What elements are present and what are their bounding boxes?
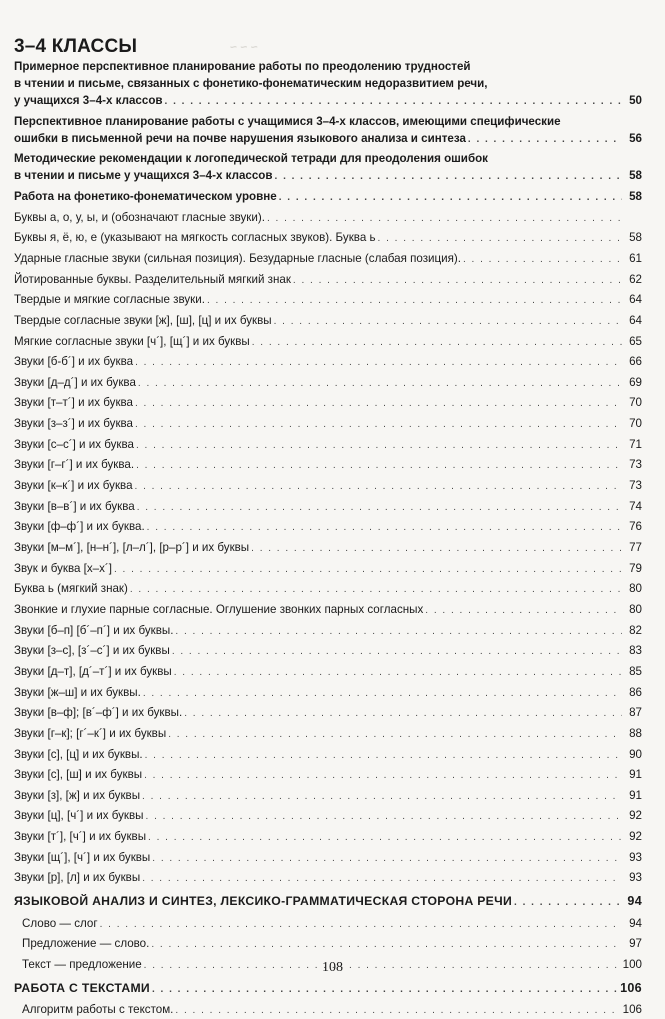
toc-entry <box>14 849 642 867</box>
toc-entry-title: Звуки [ж–ш] и их буквы. <box>14 685 141 699</box>
dot-leader <box>293 272 622 289</box>
toc-entry-title: Звук и буква [х–х´] <box>14 561 112 575</box>
dot-leader <box>463 251 622 268</box>
toc-entry <box>14 766 642 784</box>
dot-leader <box>142 788 622 805</box>
toc-entry-title: Звуки [с], [ц] и их буквы. <box>14 747 143 761</box>
toc-entry <box>14 250 642 268</box>
toc-entry <box>14 539 642 557</box>
toc-entry-page: 79 <box>629 561 642 575</box>
dot-leader <box>207 292 622 309</box>
toc-entry-title: Буква ь (мягкий знак) <box>14 582 128 596</box>
dot-leader <box>148 829 622 846</box>
toc-entry <box>14 456 642 474</box>
toc-entry-page: 87 <box>629 706 642 720</box>
dot-leader <box>130 581 622 598</box>
toc-entry <box>14 663 642 681</box>
dot-leader <box>137 499 622 516</box>
toc-entry-title: Звуки [д–д´] и их буква <box>14 375 136 389</box>
toc-entry-page: 92 <box>629 809 642 823</box>
toc-entry <box>14 807 642 825</box>
dot-leader <box>138 375 622 392</box>
toc-entry-page: 82 <box>629 623 642 637</box>
dot-leader <box>175 623 622 640</box>
toc-entry <box>14 1001 642 1019</box>
dot-leader <box>144 767 622 784</box>
toc-entry <box>14 580 642 598</box>
toc-entry-page: 97 <box>629 937 642 951</box>
dot-leader <box>172 643 622 660</box>
toc-entry-title: Звуки [к–к´] и их буква <box>14 479 133 493</box>
toc-entry-page: 86 <box>629 685 642 699</box>
toc-entry-title: Звуки [т´], [ч´] и их буквы <box>14 830 147 844</box>
toc-entry-page: 58 <box>629 231 642 245</box>
toc-entry-page: 91 <box>629 788 642 802</box>
toc-entry-page: 56 <box>629 131 642 145</box>
toc-entry-page: 80 <box>629 582 642 596</box>
toc-entry-page: 73 <box>629 479 642 493</box>
dot-leader <box>267 210 622 227</box>
toc-entry-title: Звуки [м–м´], [н–н´], [л–л´], [р–р´] и их буквы <box>14 541 250 554</box>
toc-entry-title: Буквы я, ё, ю, е (указывают на мягкость согласных звуков). Буква ь <box>14 231 376 245</box>
dot-leader <box>145 747 622 764</box>
toc-entry <box>14 622 642 640</box>
toc-entry-page: 94 <box>629 916 642 930</box>
toc-entry <box>14 704 642 722</box>
toc-entry <box>14 518 642 536</box>
toc-entry <box>14 893 642 911</box>
dot-leader <box>168 726 622 743</box>
toc-entry-page: 61 <box>629 251 642 265</box>
dot-leader <box>275 168 622 185</box>
dot-leader <box>274 313 622 330</box>
toc-entry-page: 80 <box>629 602 642 616</box>
toc-entry-title: Звуки [в–ф]; [в´–ф´] и их буквы. <box>14 706 183 720</box>
dot-leader <box>135 395 622 412</box>
toc-entry-title-line: Перспективное планирование работы с учащимися 3–4-х классов, имеющими специфические <box>14 114 561 128</box>
toc-entry <box>14 601 642 619</box>
toc-entry-title: Предложение — слово. <box>22 937 150 951</box>
toc-entry-page: 91 <box>629 768 642 782</box>
dot-leader <box>252 334 622 351</box>
toc-entry-page: 92 <box>629 830 642 844</box>
toc-entry-page: 73 <box>629 458 642 472</box>
dot-leader <box>152 981 618 998</box>
dot-leader <box>184 705 622 722</box>
dot-leader <box>147 519 622 536</box>
dot-leader <box>514 894 622 911</box>
dot-leader <box>175 1002 620 1019</box>
toc-entry-title: Звуки [з], [ж] и их буквы <box>14 788 141 802</box>
toc-entry-title: Алгоритм работы с текстом. <box>22 1003 174 1017</box>
toc-entry-page: 58 <box>629 169 642 183</box>
dot-leader <box>378 230 622 247</box>
dot-leader <box>114 561 622 578</box>
toc-entry <box>14 828 642 846</box>
toc-entry-title: Звуки [г–г´] и их буква. <box>14 458 135 472</box>
toc-entry-page: 70 <box>629 396 642 410</box>
toc-entry-title: Звуки [с], [ш] и их буквы <box>14 768 143 782</box>
toc-entry-page: 83 <box>629 644 642 658</box>
dot-leader <box>143 685 622 702</box>
bleed-through-decoration: ~ ~ ~ <box>230 40 258 54</box>
toc-entry <box>14 436 642 454</box>
toc-entry <box>14 312 642 330</box>
dot-leader <box>151 936 622 953</box>
dot-leader <box>279 189 622 206</box>
toc-entry-title: Звуки [б-б´] и их буква <box>14 355 134 369</box>
toc-entry-page: 62 <box>629 272 642 286</box>
toc-entry-title-line: в чтении и письме, связанных с фонетико-фонематическим недоразвитием речи, <box>14 77 488 90</box>
toc-entry-title: у учащихся 3–4-х классов <box>14 94 163 107</box>
toc-entry-page: 66 <box>629 355 642 369</box>
toc-entry-title: Звуки [р], [л] и их буквы <box>14 871 141 885</box>
toc-entry-title: Звуки [д–т], [д´–т´] и их буквы <box>14 664 172 678</box>
toc-entry-title-line: Примерное перспективное планирование работы по преодолению трудностей <box>14 60 471 73</box>
toc-entry <box>14 229 642 247</box>
toc-entry-page: 76 <box>629 520 642 534</box>
dot-leader <box>146 808 622 825</box>
dot-leader <box>135 354 622 371</box>
toc-entry-page: 58 <box>629 189 642 203</box>
toc-entry-page: 77 <box>629 541 642 554</box>
toc-entry-page: 74 <box>629 499 642 513</box>
dot-leader <box>152 850 622 867</box>
toc-entry <box>14 394 642 412</box>
toc-entry-page: 88 <box>629 726 642 740</box>
toc-entry-page: 70 <box>629 417 642 431</box>
dot-leader <box>135 478 622 495</box>
toc-entry <box>14 498 642 516</box>
toc-entry <box>14 58 642 110</box>
toc-entry-page: 94 <box>627 894 642 909</box>
toc-entry-title: Твердые и мягкие согласные звуки. <box>14 293 205 307</box>
toc-entry <box>14 333 642 351</box>
toc-entry-page: 93 <box>629 871 642 885</box>
section-title: 3–4 КЛАССЫ <box>14 36 138 57</box>
dot-leader <box>425 602 622 619</box>
toc-entry-title: Звуки [ф–ф´] и их буква. <box>14 520 145 534</box>
toc-entry <box>14 374 642 392</box>
dot-leader <box>468 131 622 148</box>
dot-leader <box>251 540 622 557</box>
dot-leader <box>165 93 622 110</box>
toc-entry-page: 106 <box>620 980 642 995</box>
toc-entry-title: Звуки [б–п] [б´–п´] и их буквы. <box>14 623 174 637</box>
toc-entry-title: Звонкие и глухие парные согласные. Оглушение звонких парных согласных <box>14 602 424 616</box>
toc-entry-page: 90 <box>629 747 642 761</box>
toc-entry <box>14 353 642 371</box>
toc-entry-title: Мягкие согласные звуки [ч´], [щ´] и их буквы <box>14 334 250 348</box>
toc-entry-title: Слово — слог <box>22 916 98 930</box>
toc-entry-title: ошибки в письменной речи на почве нарушения языкового анализа и синтеза <box>14 131 466 145</box>
toc-entry-title: Звуки [г–к]; [г´–к´] и их буквы <box>14 726 167 740</box>
toc-entry <box>14 915 642 933</box>
toc-entry-page: 106 <box>622 1003 642 1017</box>
dot-leader <box>136 437 622 454</box>
toc-entry-title: Звуки [в–в´] и их буква <box>14 499 135 513</box>
dot-leader <box>142 870 622 887</box>
toc-entry-page: 64 <box>629 313 642 327</box>
toc-entry-page: 50 <box>629 94 642 107</box>
toc-entry-page: 85 <box>629 664 642 678</box>
toc-entry <box>14 188 642 206</box>
toc-entry-title: Звуки [з–з´] и их буква <box>14 417 133 431</box>
toc-entry <box>14 935 642 953</box>
toc-entry-title: Звуки [ц], [ч´] и их буквы <box>14 809 144 823</box>
toc-entry-title: Работа на фонетико-фонематическом уровне <box>14 189 277 203</box>
toc-entry-title: Ударные гласные звуки (сильная позиция). Безударные гласные (слабая позиция). <box>14 251 461 265</box>
dot-leader <box>100 916 622 933</box>
toc-entry-page: 93 <box>629 850 642 864</box>
toc-entry <box>14 642 642 660</box>
toc-entry-title: Твердые согласные звуки [ж], [ш], [ц] и их буквы <box>14 313 272 327</box>
toc-entry <box>14 150 642 185</box>
toc-entry <box>14 787 642 805</box>
toc-entry <box>14 209 642 227</box>
toc-entry-page: 69 <box>629 375 642 389</box>
toc-entry-title: в чтении и письме у учащихся 3–4-х классов <box>14 169 273 183</box>
toc-entry <box>14 725 642 743</box>
page-number: 108 <box>322 960 343 975</box>
toc-entry-title-line: Методические рекомендации к логопедической тетради для преодоления ошибок <box>14 152 488 166</box>
toc-entry <box>14 560 642 578</box>
toc-entry <box>14 415 642 433</box>
toc-entry <box>14 113 642 148</box>
toc-entry-page: 100 <box>622 958 642 971</box>
toc-entry-page: 71 <box>629 437 642 451</box>
toc-entry-page: 64 <box>629 293 642 307</box>
toc-entry-title: Звуки [т–т´] и их буква <box>14 396 133 410</box>
toc-entry-title: Звуки [щ´], [ч´] и их буквы <box>14 850 151 864</box>
toc-entry <box>14 477 642 495</box>
toc-entry <box>14 869 642 887</box>
toc-entry <box>14 684 642 702</box>
toc-entry-title: Текст — предложение <box>22 958 142 971</box>
toc-entry-title: Звуки [с–с´] и их буква <box>14 437 134 451</box>
toc-entry-title: ЯЗЫКОВОЙ АНАЛИЗ И СИНТЕЗ, ЛЕКСИКО-ГРАММАТИЧЕСКАЯ СТОРОНА РЕЧИ <box>14 894 513 909</box>
dot-leader <box>135 416 622 433</box>
toc-entry-title: Звуки [з–с], [з´–с´] и их буквы <box>14 644 170 658</box>
toc-entry-title: Йотированные буквы. Разделительный мягкий знак <box>14 272 291 286</box>
dot-leader <box>174 664 622 681</box>
toc-entry <box>14 291 642 309</box>
toc-entry-title: Буквы а, о, у, ы, и (обозначают гласные звуки). <box>14 210 265 224</box>
toc-entry-page: 65 <box>629 334 642 348</box>
toc-entry <box>14 271 642 289</box>
dot-leader <box>136 457 622 474</box>
toc-entry <box>14 746 642 764</box>
toc-entry-title: РАБОТА С ТЕКСТАМИ <box>14 980 150 995</box>
toc-entry <box>14 980 642 998</box>
